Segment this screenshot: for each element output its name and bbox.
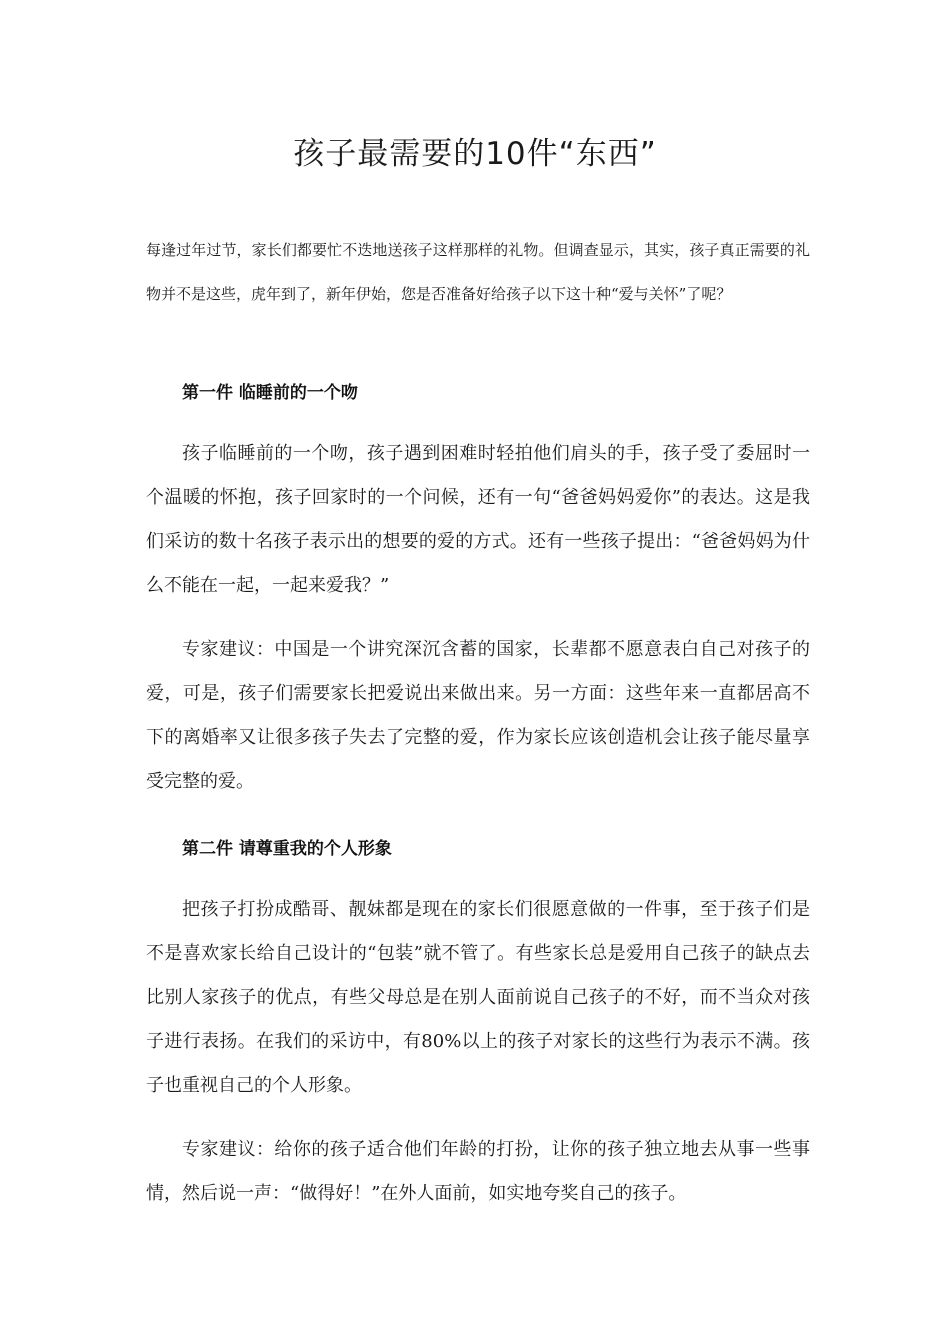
section-1-heading: 第一件 临睡前的一个吻: [182, 383, 358, 403]
section-2-paragraph-1: 把孩子打扮成酷哥、靓妹都是现在的家长们很愿意做的一件事，至于孩子们是不是喜欢家长给自己设计的“包装”就不管了。有些家长总是爱用自己孩子的缺点去比别人家孩子的优点，有些父母总是在别人面前说自己孩子的不好，而不当众对孩子进行表扬。在我们的采访中，有80%以上的孩子对家长的这些行为表示不满。孩子也重视自己的个人形象。: [146, 899, 810, 1096]
document-title: 孩子最需要的10件“东西”: [293, 136, 657, 172]
section-1-paragraph-2: 专家建议：中国是一个讲究深沉含蓄的国家，长辈都不愿意表白自己对孩子的爱，可是，孩子们需要家长把爱说出来做出来。另一方面：这些年来一直都居高不下的离婚率又让很多孩子失去了完整的爱，作为家长应该创造机会让孩子能尽量享受完整的爱。: [146, 639, 810, 792]
section-2-paragraph-2: 专家建议：给你的孩子适合他们年龄的打扮，让你的孩子独立地去从事一些事情，然后说一声：“做得好！”在外人面前，如实地夸奖自己的孩子。: [146, 1139, 810, 1204]
intro-paragraph: 每逢过年过节，家长们都要忙不迭地送孩子这样那样的礼物。但调查显示，其实，孩子真正需要的礼物并不是这些，虎年到了，新年伊始，您是否准备好给孩子以下这十种“爱与关怀”了呢？: [146, 241, 810, 303]
section-2-heading: 第二件 请尊重我的个人形象: [182, 839, 392, 859]
section-1-paragraph-1: 孩子临睡前的一个吻，孩子遇到困难时轻拍他们肩头的手，孩子受了委屈时一个温暖的怀抱，孩子回家时的一个问候，还有一句“爸爸妈妈爱你”的表达。这是我们采访的数十名孩子表示出的想要的爱的方式。还有一些孩子提出：“爸爸妈妈为什么不能在一起，一起来爱我？”: [146, 443, 810, 596]
